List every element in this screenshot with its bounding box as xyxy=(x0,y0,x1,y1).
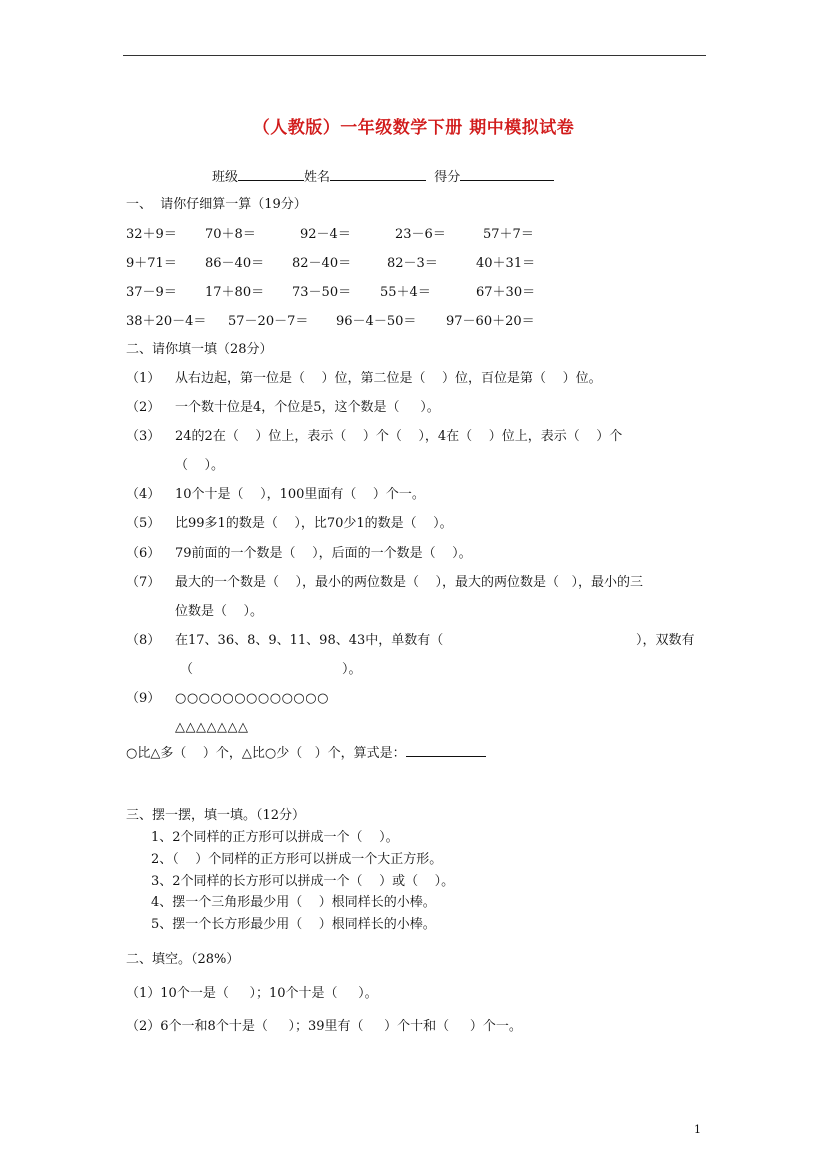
class-label: 班级 xyxy=(212,170,239,185)
question-number: （9） xyxy=(126,691,161,706)
q9-question xyxy=(126,744,486,762)
q9-question-text: ○比△多（ ）个，△比○少（ ）个，算式是： xyxy=(126,746,406,761)
name-label: 姓名 xyxy=(304,170,331,185)
calc-item: 82－3＝ xyxy=(387,256,438,271)
question-text-cont: 位数是（ ）。 xyxy=(175,604,264,619)
section1-heading: 一、 请你仔细算一算（19分） xyxy=(126,197,307,212)
calc-item: 37－9＝ xyxy=(126,285,177,300)
question-text: 79前面的一个数是（ ），后面的一个数是（ ）。 xyxy=(175,546,472,561)
question-text: 在17、36、8、9、11、98、43中，单数有（ xyxy=(175,633,444,648)
calc-item: 40＋31＝ xyxy=(476,256,536,271)
formula-blank[interactable] xyxy=(406,744,486,757)
question-number: （1） xyxy=(126,371,161,386)
question-number: （8） xyxy=(126,633,161,648)
calc-item: 73－50＝ xyxy=(292,285,352,300)
calc-item: 96－4－50＝ xyxy=(336,314,417,329)
triangle-row: △△△△△△△ xyxy=(175,720,249,735)
page-title: （人教版）一年级数学下册 期中模拟试卷 xyxy=(252,118,575,138)
list-item: 1、2个同样的正方形可以拼成一个（ ）。 xyxy=(151,830,399,845)
question-text: 24的2在（ ）位上，表示（ ）个（ ），4在（ ）位上，表示（ ）个 xyxy=(175,429,623,444)
calc-item: 38＋20－4＝ xyxy=(126,314,207,329)
question-number: （3） xyxy=(126,429,161,444)
question-text-cont: ）。 xyxy=(342,662,362,677)
calc-item: 17＋80＝ xyxy=(205,285,265,300)
question-number: （7） xyxy=(126,575,161,590)
question-number: （6） xyxy=(126,546,161,561)
calc-item: 86－40＝ xyxy=(205,256,265,271)
calc-item: 82－40＝ xyxy=(292,256,352,271)
calc-item: 57＋7＝ xyxy=(483,227,534,242)
question-number: （2） xyxy=(126,400,161,415)
circle-row: ○○○○○○○○○○○○○ xyxy=(175,691,329,706)
list-item: 2、（ ）个同样的正方形可以拼成一个大正方形。 xyxy=(151,852,443,867)
score-blank[interactable] xyxy=(460,168,554,181)
class-blank[interactable] xyxy=(238,168,304,181)
question-text: 从右边起，第一位是（ ）位，第二位是（ ）位，百位是第（ ）位。 xyxy=(175,371,602,386)
question-text-cont: （ ）。 xyxy=(175,458,225,473)
question-number: （4） xyxy=(126,487,161,502)
calc-item: 67＋30＝ xyxy=(476,285,536,300)
question-number: （5） xyxy=(126,516,161,531)
calc-item: 9＋71＝ xyxy=(126,256,177,271)
list-item: 5、摆一个长方形最少用（ ）根同样长的小棒。 xyxy=(151,917,436,932)
section3-heading: 三、摆一摆，填一填。（12分） xyxy=(126,808,306,823)
score-label: 得分 xyxy=(434,170,461,185)
calc-item: 57－20－7＝ xyxy=(228,314,309,329)
page-number: 1 xyxy=(694,1123,701,1136)
list-item: （1）10个一是（ ）；10个十是（ ）。 xyxy=(126,986,378,1001)
question-text-cont: （ xyxy=(180,662,194,677)
question-text: ），双数有 xyxy=(636,633,695,648)
calc-item: 23－6＝ xyxy=(395,227,446,242)
calc-item: 92－4＝ xyxy=(300,227,351,242)
question-text: 一个数十位是4，个位是5，这个数是（ ）。 xyxy=(175,400,440,415)
section4-heading: 二、填空。（28%） xyxy=(126,952,240,967)
header-rule xyxy=(123,55,706,56)
section2-heading: 二、请你填一填（28分） xyxy=(126,342,273,357)
question-text: 最大的一个数是（ ），最小的两位数是（ ），最大的两位数是（ ），最小的三 xyxy=(175,575,643,590)
question-text: 比99多1的数是（ ），比70少1的数是（ ）。 xyxy=(175,516,453,531)
list-item: 3、2个同样的长方形可以拼成一个（ ）或（ ）。 xyxy=(151,874,455,889)
question-text: 10个十是（ ），100里面有（ ）个一。 xyxy=(175,487,425,502)
list-item: （2）6个一和8个十是（ ）；39里有（ ）个十和（ ）个一。 xyxy=(126,1019,522,1034)
calc-item: 97－60＋20＝ xyxy=(446,314,535,329)
calc-item: 55＋4＝ xyxy=(380,285,431,300)
info-line xyxy=(212,168,554,186)
calc-item: 32＋9＝ xyxy=(126,227,177,242)
list-item: 4、摆一个三角形最少用（ ）根同样长的小棒。 xyxy=(151,895,436,910)
calc-item: 70＋8＝ xyxy=(205,227,256,242)
name-blank[interactable] xyxy=(330,168,426,181)
